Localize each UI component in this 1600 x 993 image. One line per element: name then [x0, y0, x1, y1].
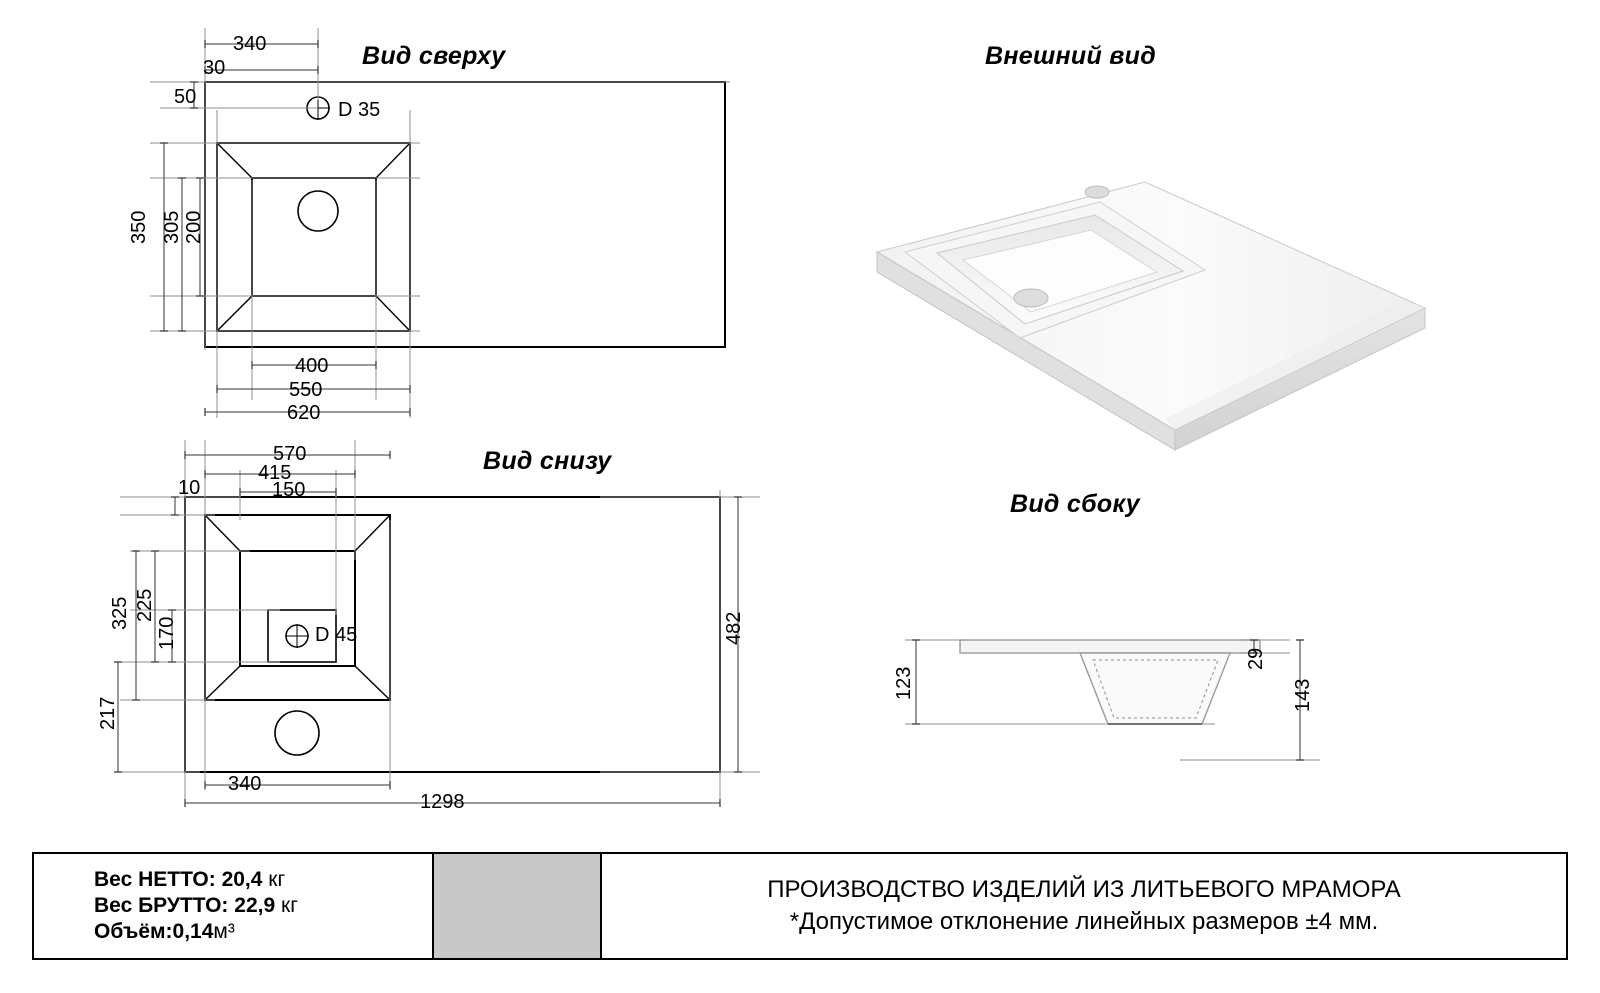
view-title-visual: Внешний вид [985, 42, 1157, 70]
dim-bottom-340: 340 [228, 773, 262, 795]
info-bar [32, 852, 1568, 960]
dim-bottom-217: 217 [97, 696, 119, 730]
render-exterior-view [845, 140, 1445, 460]
gross-weight-value: 22,9 [234, 894, 276, 917]
volume-label: Объём: [94, 920, 173, 943]
dim-bottom-150: 150 [272, 479, 306, 501]
volume-value: 0,14 [172, 920, 214, 943]
net-weight-line [94, 868, 432, 892]
volume-unit: м³ [213, 920, 235, 943]
bottom-view-dimension-lines [118, 440, 760, 803]
bottom-view-arrow-ticks [114, 451, 742, 807]
dim-bottom-170: 170 [156, 616, 178, 650]
dim-side-123: 123 [893, 666, 915, 700]
bottom-view-geometry [185, 497, 720, 772]
top-view-dimension-lines [150, 28, 730, 418]
dim-top-340: 340 [233, 33, 267, 55]
gross-weight-unit: кг [281, 894, 298, 917]
dim-bottom-325: 325 [109, 596, 131, 630]
dim-bottom-570: 570 [273, 443, 307, 465]
dim-top-30: 30 [203, 57, 226, 79]
top-view-arrow-ticks [160, 40, 410, 416]
view-title-bottom: Вид снизу [483, 447, 612, 475]
dim-bottom-415: 415 [258, 462, 292, 484]
dim-bottom-hole: D 45 [315, 624, 358, 646]
note-line-1: ПРОИЗВОДСТВО ИЗДЕЛИЙ ИЗ ЛИТЬЕВОГО МРАМОРА [767, 876, 1401, 903]
dim-top-550: 550 [289, 379, 323, 401]
dim-top-hole: D 35 [338, 99, 381, 121]
view-title-top: Вид сверху [362, 42, 506, 70]
dim-bottom-1298: 1298 [420, 791, 465, 813]
net-weight-unit: кг [268, 868, 286, 891]
dim-top-620: 620 [287, 402, 321, 424]
gross-weight-label: Вес БРУТТО: [94, 894, 229, 917]
dim-top-400: 400 [295, 355, 329, 377]
dim-top-305: 305 [161, 210, 183, 244]
net-weight-label: Вес НЕТТО: [94, 868, 216, 891]
dim-bottom-10: 10 [178, 477, 201, 499]
dim-bottom-225: 225 [134, 588, 156, 622]
grey-spacer-cell [434, 854, 602, 958]
top-view-geometry [205, 82, 725, 347]
dim-top-50: 50 [174, 86, 197, 108]
weights-cell [34, 854, 434, 958]
gross-weight-line [94, 894, 432, 918]
render-side-view [930, 620, 1290, 760]
volume-line [94, 920, 432, 944]
note-cell [602, 854, 1566, 958]
dim-bottom-482: 482 [723, 611, 745, 645]
view-title-side: Вид сбоку [1010, 490, 1140, 518]
dim-side-29: 29 [1245, 647, 1267, 670]
note-line-2: *Допустимое отклонение линейных размеров ±4 мм. [789, 908, 1379, 935]
dim-top-200: 200 [183, 210, 205, 244]
dim-top-350: 350 [128, 210, 150, 244]
dim-side-143: 143 [1292, 678, 1314, 712]
net-weight-value: 20,4 [221, 868, 263, 891]
